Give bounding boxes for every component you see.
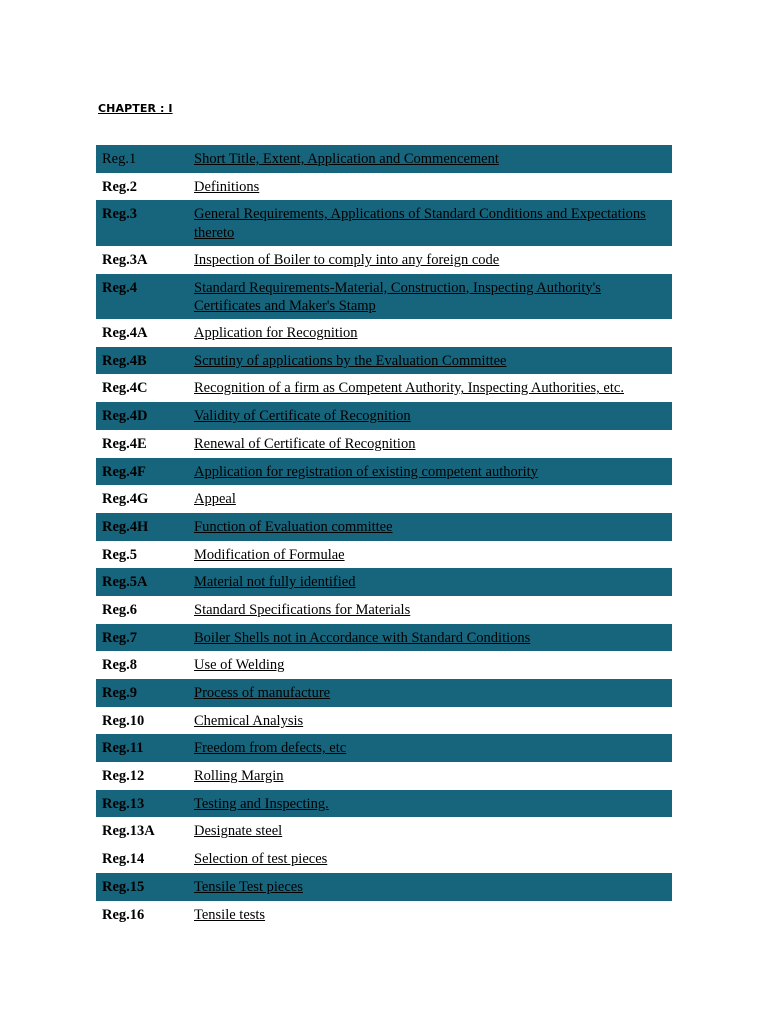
table-row <box>96 845 672 873</box>
regulation-number: Reg.4B <box>102 352 147 369</box>
regulation-title-link[interactable]: Recognition of a firm as Competent Authority, Inspecting Authorities, etc. <box>194 380 624 397</box>
regulation-number: Reg.4 <box>102 279 138 296</box>
regulation-title-link[interactable]: Application for Recognition <box>194 325 358 342</box>
table-row <box>96 707 672 735</box>
regulation-number: Reg.13 <box>102 795 145 812</box>
table-row <box>96 458 672 486</box>
table-row <box>96 485 672 513</box>
table-row <box>96 901 672 929</box>
regulation-number: Reg.8 <box>102 657 138 674</box>
regulation-number: Reg.4D <box>102 408 148 425</box>
table-row <box>96 651 672 679</box>
regulation-number: Reg.7 <box>102 629 138 646</box>
table-row <box>96 873 672 901</box>
regulation-number: Reg.12 <box>102 768 145 785</box>
table-row <box>96 145 672 173</box>
regulation-number: Reg.4G <box>102 491 149 508</box>
table-row <box>96 790 672 818</box>
regulation-title-link[interactable]: Validity of Certificate of Recognition <box>194 408 411 425</box>
regulation-number: Reg.4C <box>102 380 148 397</box>
regulation-number: Reg.9 <box>102 685 138 701</box>
table-row <box>96 347 672 375</box>
table-row <box>96 274 672 320</box>
table-row <box>96 374 672 402</box>
table-row <box>96 817 672 845</box>
regulation-number: Reg.4E <box>102 435 147 452</box>
regulation-title-link[interactable]: Modification of Formulae <box>194 546 345 563</box>
regulation-title-link[interactable]: Standard Requirements-Material, Construction, Inspecting Authority's Certificates and Maker's Stamp <box>194 279 601 315</box>
regulation-title-link[interactable]: Boiler Shells not in Accordance with Standard Conditions <box>194 629 531 646</box>
regulation-title-link[interactable]: Inspection of Boiler to comply into any foreign code <box>194 251 500 268</box>
regulation-number: Reg.1 <box>102 151 137 167</box>
table-row <box>96 246 672 274</box>
regulation-number: Reg.11 <box>102 740 144 757</box>
table-row <box>96 541 672 569</box>
table-row <box>96 679 672 707</box>
regulation-number: Reg.4F <box>102 463 146 480</box>
table-row <box>96 734 672 762</box>
regulation-number: Reg.3 <box>102 206 138 223</box>
regulation-title-link[interactable]: Designate steel <box>194 823 283 840</box>
regulation-number: Reg.4A <box>102 325 148 342</box>
regulation-title-link[interactable]: Chemical Analysis <box>194 712 304 729</box>
regulation-number: Reg.5A <box>102 574 148 591</box>
regulation-title-link[interactable]: Material not fully identified <box>194 574 356 591</box>
regulation-title-link[interactable]: General Requirements, Applications of Standard Conditions and Expectations thereto <box>194 206 646 241</box>
regulation-title-link[interactable]: Rolling Margin <box>194 768 284 785</box>
regulation-number: Reg.4H <box>102 518 149 535</box>
regulation-number: Reg.10 <box>102 712 145 729</box>
regulation-title-link[interactable]: Function of Evaluation committee <box>194 518 393 535</box>
regulation-number: Reg.13A <box>102 823 155 840</box>
regulation-title-link[interactable]: Selection of test pieces <box>194 851 328 868</box>
regulation-title-link[interactable]: Tensile Test pieces <box>194 878 303 895</box>
table-row <box>96 319 672 347</box>
table-row <box>96 568 672 596</box>
regulation-title-link[interactable]: Scrutiny of applications by the Evaluation Committee <box>194 352 507 369</box>
table-row <box>96 173 672 201</box>
regulation-title-link[interactable]: Appeal <box>194 491 236 508</box>
regulation-table <box>96 145 672 928</box>
regulation-number: Reg.16 <box>102 906 145 923</box>
table-row <box>96 200 672 246</box>
regulation-number: Reg.14 <box>102 851 145 868</box>
regulation-title-link[interactable]: Standard Specifications for Materials <box>194 601 411 618</box>
regulation-title-link[interactable]: Definitions <box>194 178 260 195</box>
chapter-heading: CHAPTER : I <box>98 102 173 115</box>
table-row <box>96 596 672 624</box>
regulation-number: Reg.5 <box>102 546 138 563</box>
regulation-number: Reg.3A <box>102 251 148 268</box>
regulation-number: Reg.6 <box>102 601 138 618</box>
regulation-title-link[interactable]: Process of manufacture <box>194 685 331 701</box>
regulation-title-link[interactable]: Tensile tests <box>194 906 266 923</box>
table-row <box>96 624 672 652</box>
regulation-number: Reg.15 <box>102 878 145 895</box>
regulation-title-link[interactable]: Testing and Inspecting. <box>194 795 329 812</box>
table-row <box>96 762 672 790</box>
table-row <box>96 430 672 458</box>
regulation-title-link[interactable]: Application for registration of existing competent authority <box>194 463 538 480</box>
table-row <box>96 402 672 430</box>
table-row <box>96 513 672 541</box>
regulation-title-link[interactable]: Short Title, Extent, Application and Commencement <box>194 151 499 167</box>
regulation-title-link[interactable]: Use of Welding <box>194 657 285 674</box>
regulation-title-link[interactable]: Renewal of Certificate of Recognition <box>194 435 416 452</box>
regulation-number: Reg.2 <box>102 178 138 195</box>
regulation-title-link[interactable]: Freedom from defects, etc <box>194 740 347 757</box>
